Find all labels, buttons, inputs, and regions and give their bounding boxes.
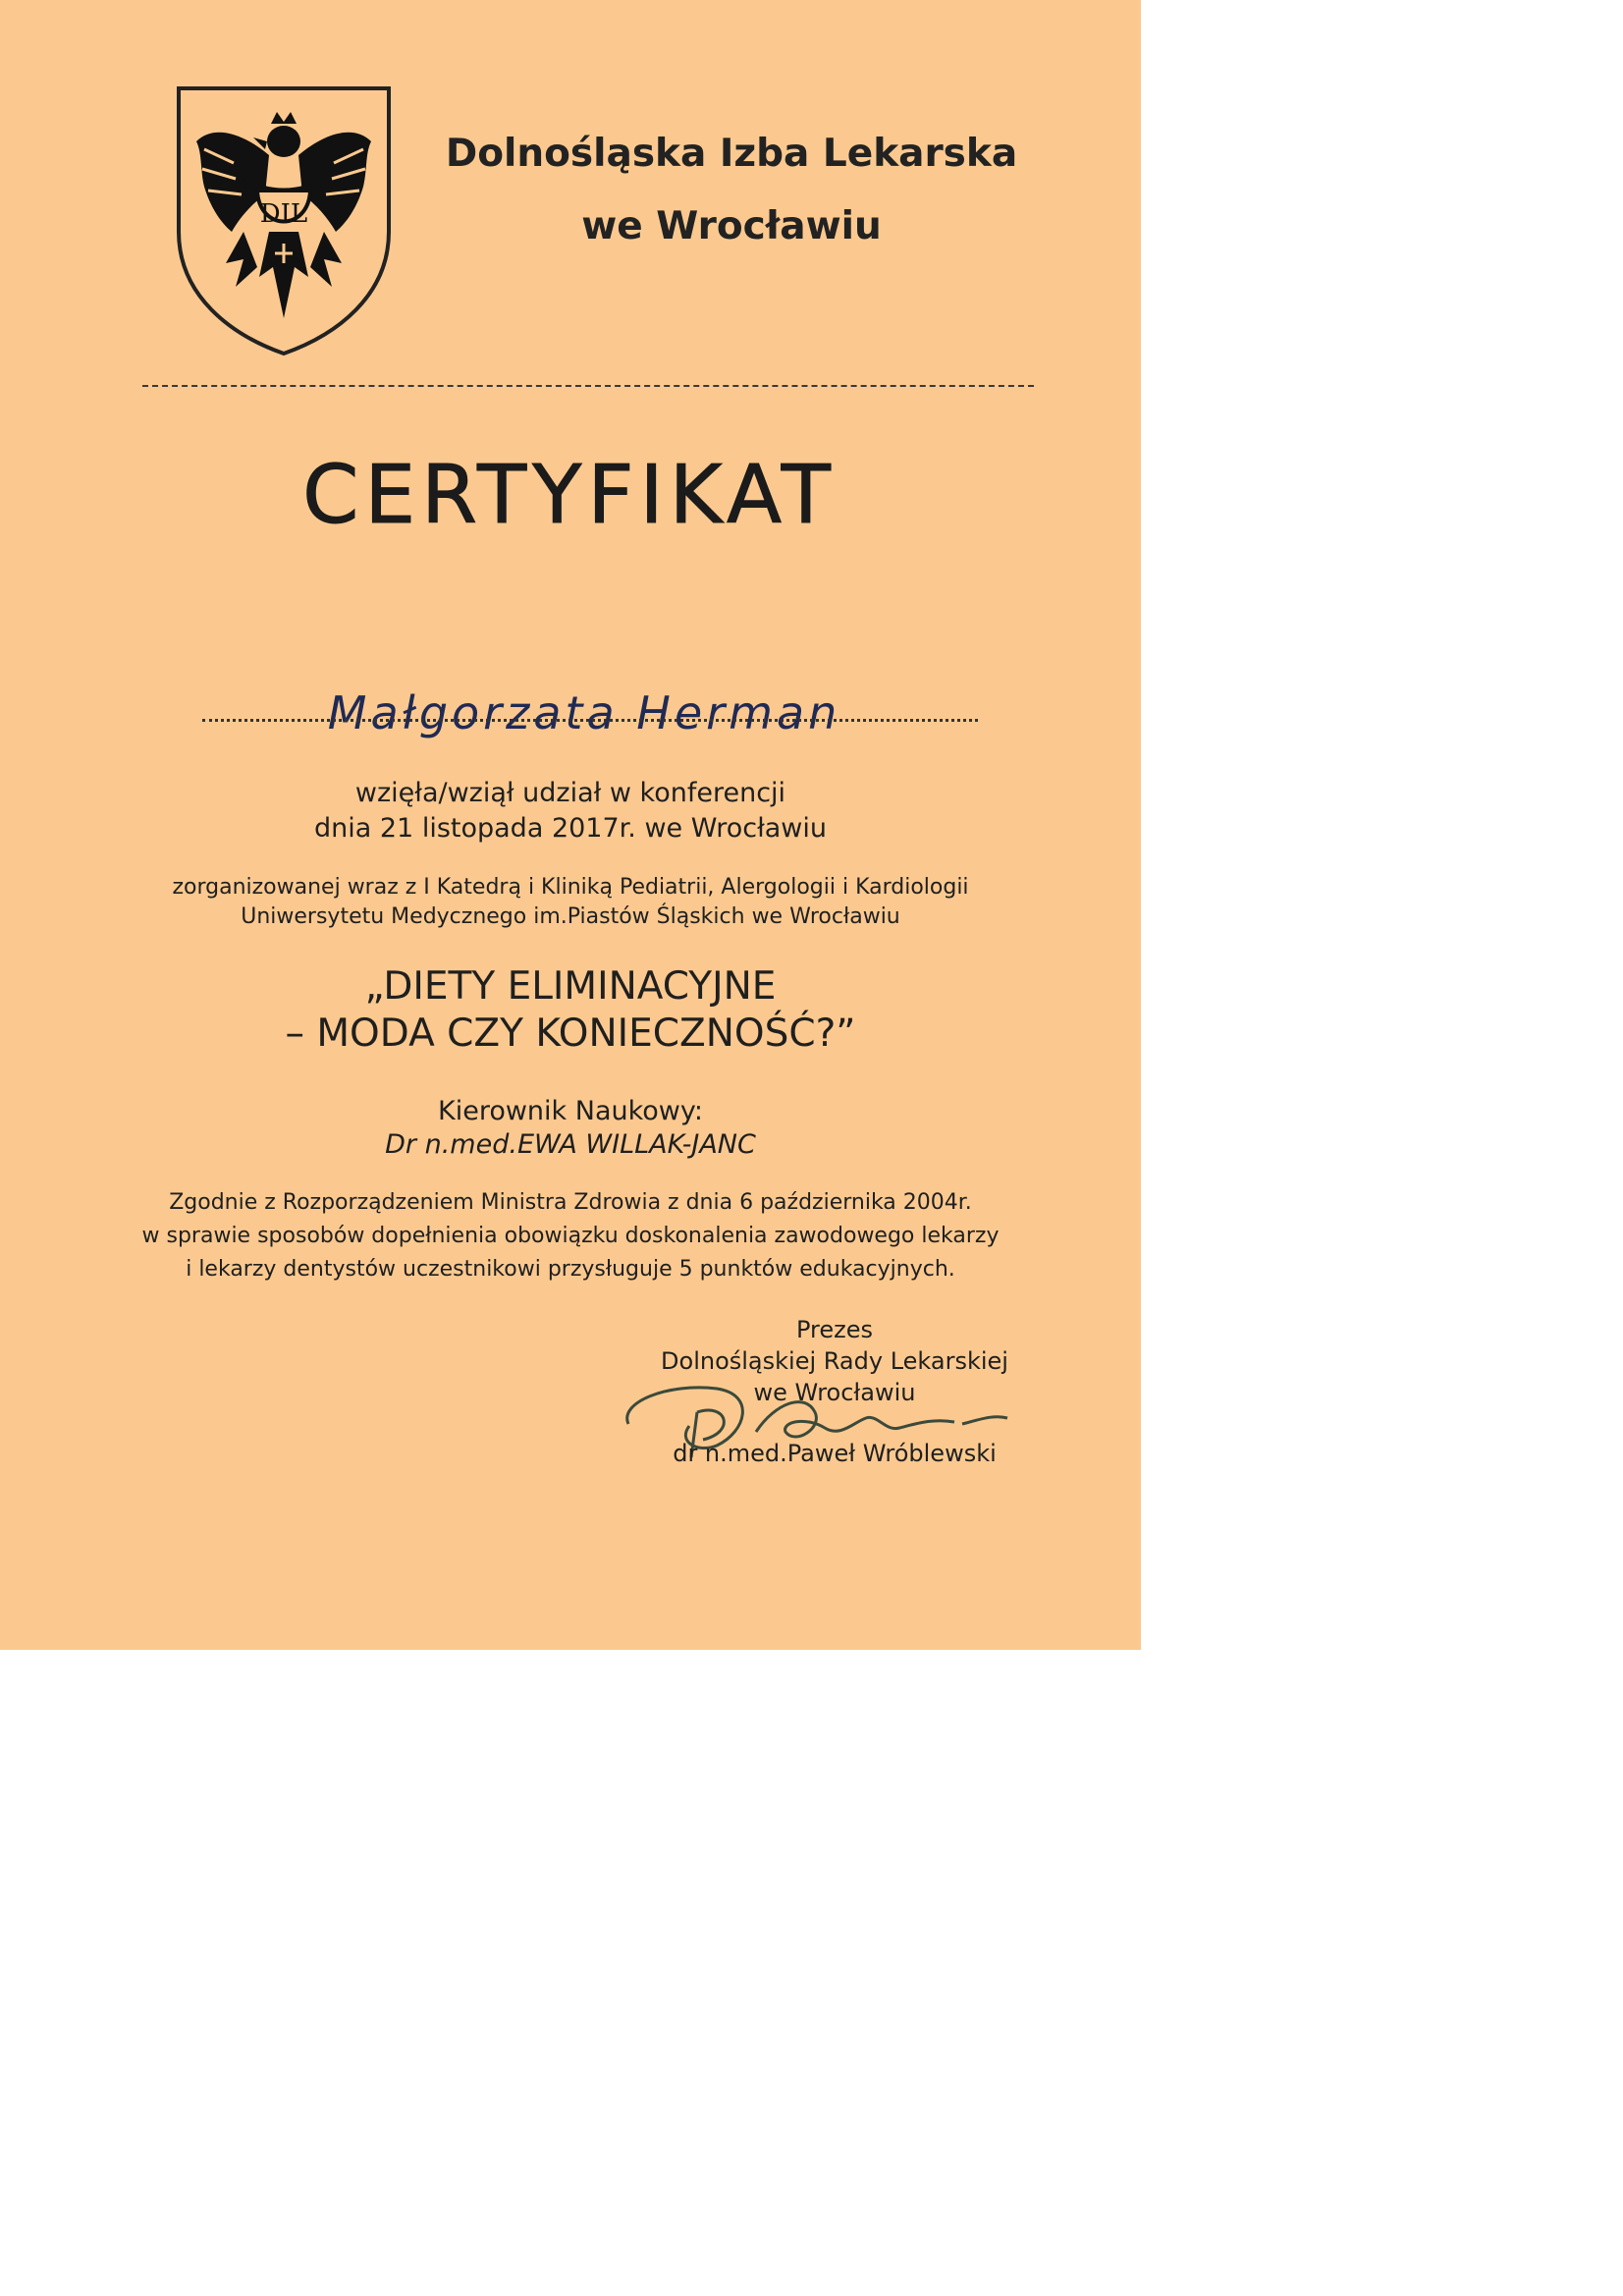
- conference-title-line-2: – MODA CZY KONIECZNOŚĆ?”: [285, 1011, 856, 1056]
- signatory-name: dr n.med.Paweł Wróblewski: [673, 1440, 997, 1467]
- recipient-name-text: Małgorzata Herman: [327, 686, 841, 739]
- organization-city: we Wrocławiu: [581, 204, 882, 248]
- supervisor-label: Kierownik Naukowy:: [438, 1096, 703, 1126]
- signatory-role: Prezes: [795, 1316, 874, 1343]
- organized-with-line-2: Uniwersytetu Medycznego im.Piastów Śląskich we Wrocławiu: [241, 904, 900, 929]
- regulation-line-3: i lekarzy dentystów uczestnikowi przysługuje 5 punktów edukacyjnych.: [186, 1257, 955, 1282]
- organized-with-line-1: zorganizowanej wraz z I Katedrą i Kliniką Pediatrii, Alergologii i Kardiologii: [172, 875, 969, 900]
- signatory-council: Dolnośląskiej Rady Lekarskiej: [661, 1347, 1008, 1375]
- eagle-crest-logo: [175, 84, 393, 357]
- certificate-title: [226, 424, 913, 562]
- signatory-city: we Wrocławiu: [753, 1379, 916, 1406]
- certificate-title-text: CERTYFIKAT: [302, 449, 837, 542]
- recipient-name-line: [202, 719, 978, 722]
- header-divider: [142, 385, 1034, 387]
- organization-name: Dolnośląska Izba Lekarska: [445, 132, 1018, 176]
- svg-text:DIL: DIL: [259, 199, 308, 229]
- conference-title-line-1: „DIETY ELIMINACYJNE: [364, 964, 777, 1009]
- regulation-line-2: w sprawie sposobów dopełnienia obowiązku doskonalenia zawodowego lekarzy: [141, 1224, 1000, 1248]
- date-line: dnia 21 listopada 2017r. we Wrocławiu: [314, 813, 827, 844]
- recipient-name: [196, 676, 982, 754]
- participation-line: wzięła/wziął udział w konferencji: [354, 778, 786, 808]
- supervisor-name: Dr n.med.EWA WILLAK-JANC: [385, 1129, 756, 1160]
- regulation-line-1: Zgodnie z Rozporządzeniem Ministra Zdrowia z dnia 6 października 2004r.: [169, 1190, 972, 1215]
